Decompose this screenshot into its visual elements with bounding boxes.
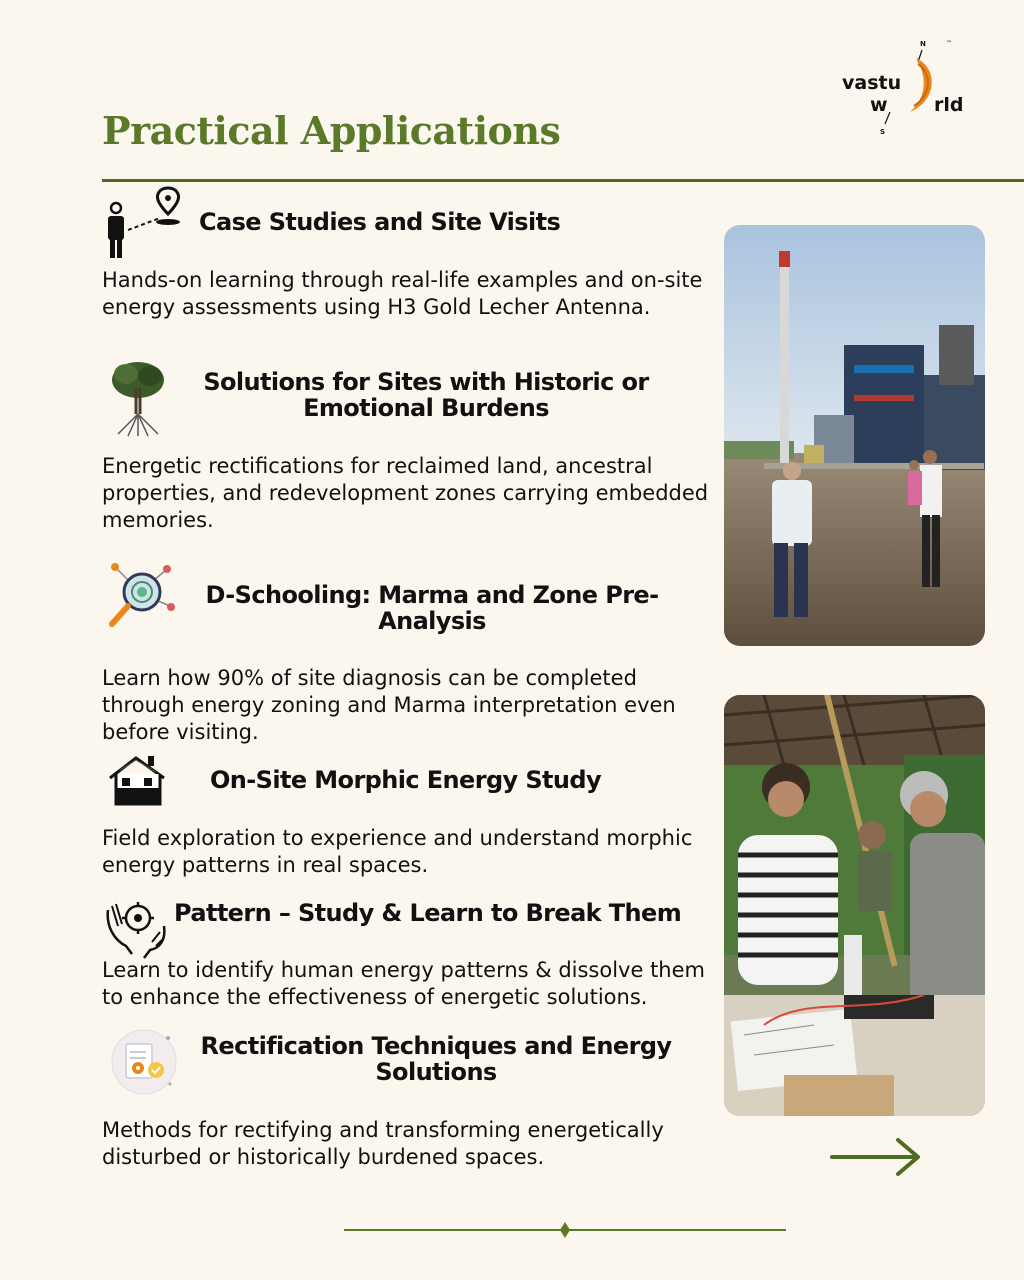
- section-heading: On-Site Morphic Energy Study: [210, 766, 601, 794]
- tree-roots-icon: [108, 358, 168, 438]
- section-heading-line-1: D-Schooling: Marma and Zone Pre-: [205, 581, 659, 609]
- hands-gear-icon: [104, 896, 170, 960]
- section-description: Methods for rectifying and transforming energetically disturbed or historically burdened spaces.: [102, 1118, 664, 1169]
- house-sketch-icon: [106, 752, 170, 808]
- section-heading: [186, 1033, 686, 1085]
- section-description: Learn how 90% of site diagnosis can be completed through energy zoning and Marma interpretation even before visiting.: [102, 666, 676, 744]
- section-heading-line-1: Rectification Techniques and Energy: [200, 1032, 672, 1060]
- section-heading: [186, 582, 678, 634]
- logo-text-vastu: vastu: [842, 72, 902, 94]
- site-visit-photo: [724, 225, 985, 646]
- section-description: Learn to identify human energy patterns & dissolve them to enhance the effectiveness of energetic solutions.: [102, 958, 705, 1009]
- section-description: Field exploration to experience and understand morphic energy patterns in real spaces.: [102, 826, 693, 877]
- logo-text-w: w: [870, 94, 888, 116]
- person-location-icon: [104, 186, 184, 260]
- next-arrow-icon[interactable]: [830, 1136, 922, 1178]
- footer-divider: [344, 1218, 786, 1242]
- section-heading-line-2: Solutions: [375, 1058, 497, 1086]
- section-description: Energetic rectifications for reclaimed land, ancestral properties, and redevelopment zones carrying embedded memories.: [102, 454, 709, 532]
- section-heading: [180, 369, 672, 421]
- magnifier-analysis-icon: [106, 558, 178, 630]
- document-gear-icon: [108, 1026, 180, 1096]
- logo-south-label: S: [880, 128, 886, 136]
- section-heading-line-2: Emotional Burdens: [303, 394, 549, 422]
- page-title: Practical Applications: [102, 108, 561, 153]
- section-heading: Pattern – Study & Learn to Break Them: [174, 899, 682, 927]
- section-heading-line-1: Solutions for Sites with Historic or: [203, 368, 649, 396]
- title-divider: [102, 179, 1024, 182]
- section-heading-line-2: Analysis: [378, 607, 486, 635]
- logo-trademark: ™: [946, 40, 952, 47]
- logo-text-rld: rld: [934, 94, 964, 116]
- vastu-world-logo: [838, 38, 978, 138]
- section-heading: Case Studies and Site Visits: [199, 208, 561, 236]
- logo-north-label: N: [920, 40, 926, 48]
- workshop-photo: [724, 695, 985, 1116]
- section-description: Hands-on learning through real-life examples and on-site energy assessments using H3 Gold Lecher Antenna.: [102, 268, 703, 319]
